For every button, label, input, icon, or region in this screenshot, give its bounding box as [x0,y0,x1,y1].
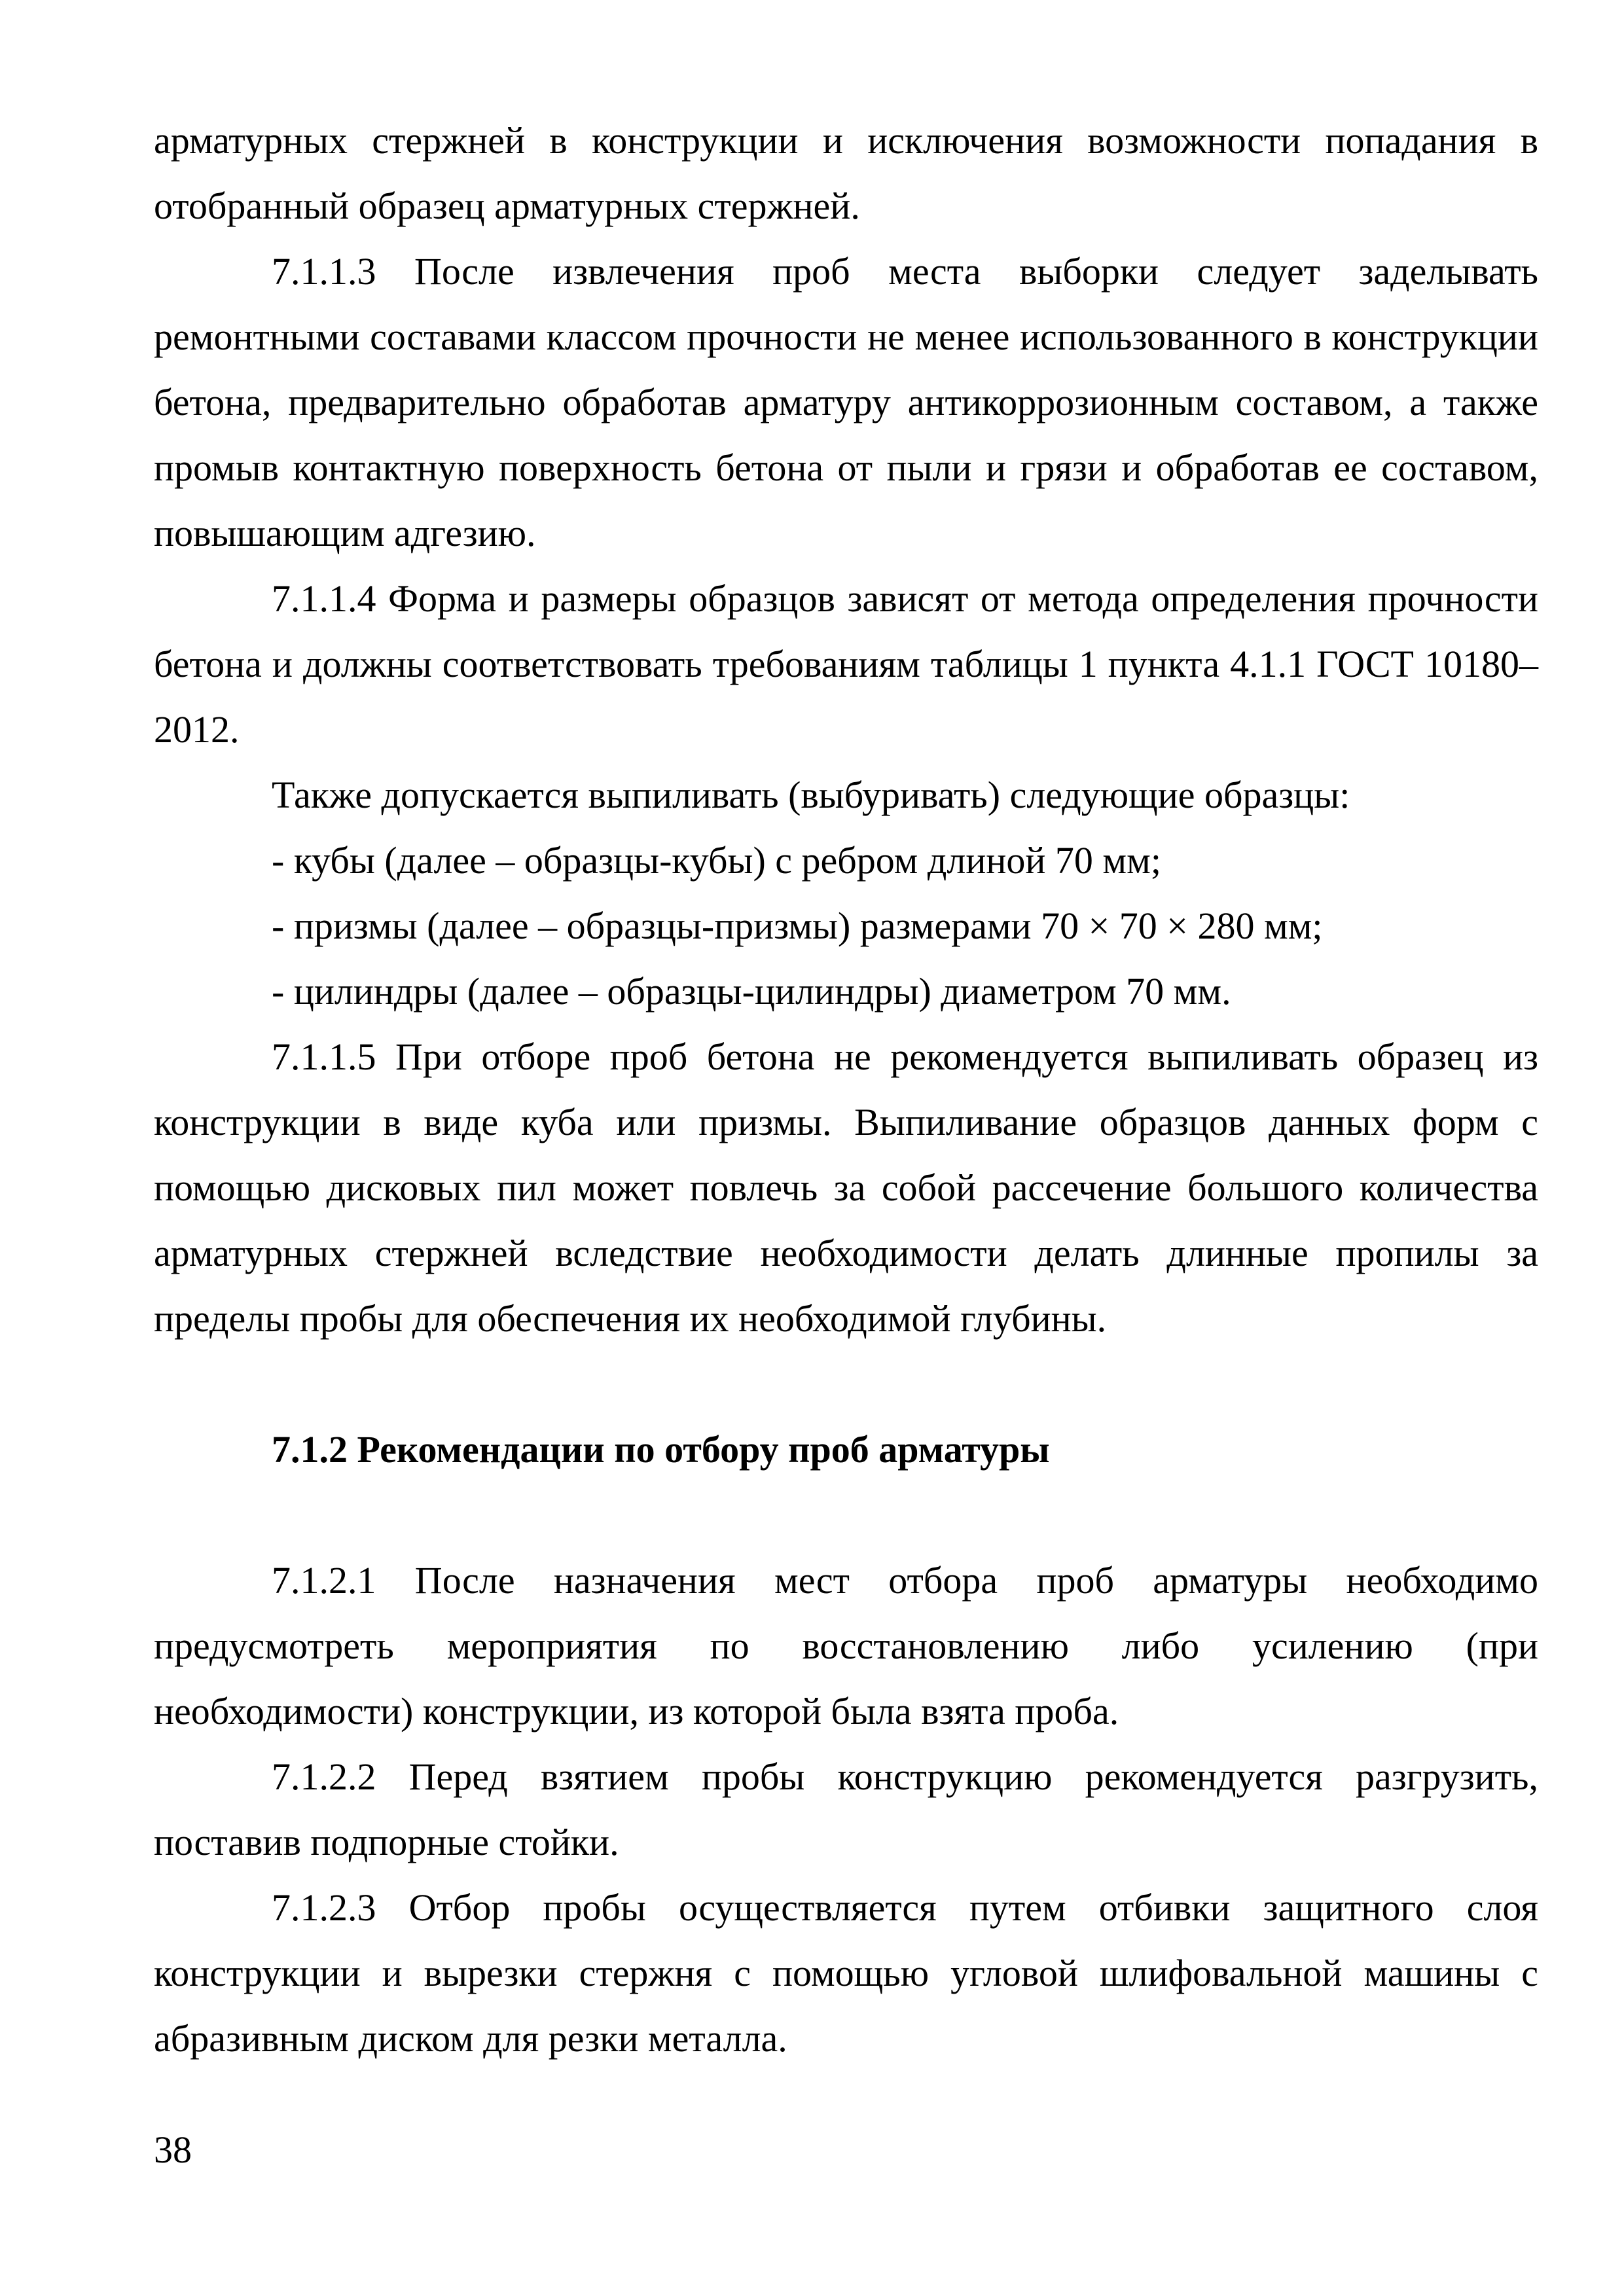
spacer [154,1482,1538,1548]
paragraph-7-1-2-3: 7.1.2.3 Отбор пробы осуществляется путем отбивки защитного слоя конструкции и вырезки стержня с помощью угловой шлифовальной машины с абразивным диском для резки металла. [154,1886,1538,2060]
paragraph-7-1-1-4: 7.1.1.4 Форма и размеры образцов зависят от метода определения прочности бетона и должны соответствовать требованиям таблицы 1 пункта 4.1.1 ГОСТ 10180–2012. [154,577,1538,751]
continuation-paragraph: арматурных стержней в конструкции и исключения возможности попадания в отобранный образец арматурных стержней. [154,119,1538,227]
list-item-prisms: - призмы (далее – образцы-призмы) размерами 70 × 70 × 280 мм; [272,905,1323,947]
page-number: 38 [154,2128,192,2171]
paragraph-7-1-2-1: 7.1.2.1 После назначения мест отбора проб арматуры необходимо предусмотреть мероприятия по восстановлению либо усилению (при необходимости) конструкции, из которой была взята проба. [154,1559,1538,1732]
paragraph-7-1-1-5: 7.1.1.5 При отборе проб бетона не рекомендуется выпиливать образец из конструкции в виде куба или призмы. Выпиливание образцов данных форм с помощью дисковых пил может повлечь за собой рассечение большого количества арматурных стержней вследствие необходимости делать длинные пропилы за пределы пробы для обеспечения их необходимой глубины. [154,1035,1538,1340]
list-item-cylinders: - цилиндры (далее – образцы-цилиндры) диаметром 70 мм. [272,970,1231,1013]
paragraph-7-1-2-2: 7.1.2.2 Перед взятием пробы конструкцию рекомендуется разгрузить, поставив подпорные стойки. [154,1755,1538,1863]
paragraph-also-allowed: Также допускается выпиливать (выбуривать) следующие образцы: [272,774,1350,816]
section-heading-7-1-2: 7.1.2 Рекомендации по отбору проб арматуры [272,1428,1050,1471]
page-body [154,108,1538,2072]
paragraph-7-1-1-3: 7.1.1.3 После извлечения проб места выборки следует заделывать ремонтными составами классом прочности не менее использованного в конструкции бетона, предварительно обработав арматуру антикоррозионным составом, а также промыв контактную поверхность бетона от пыли и грязи и обработав ее составом, повышающим адгезию. [154,250,1538,554]
spacer [154,1352,1538,1417]
list-item-cubes: - кубы (далее – образцы-кубы) с ребром длиной 70 мм; [272,839,1161,882]
